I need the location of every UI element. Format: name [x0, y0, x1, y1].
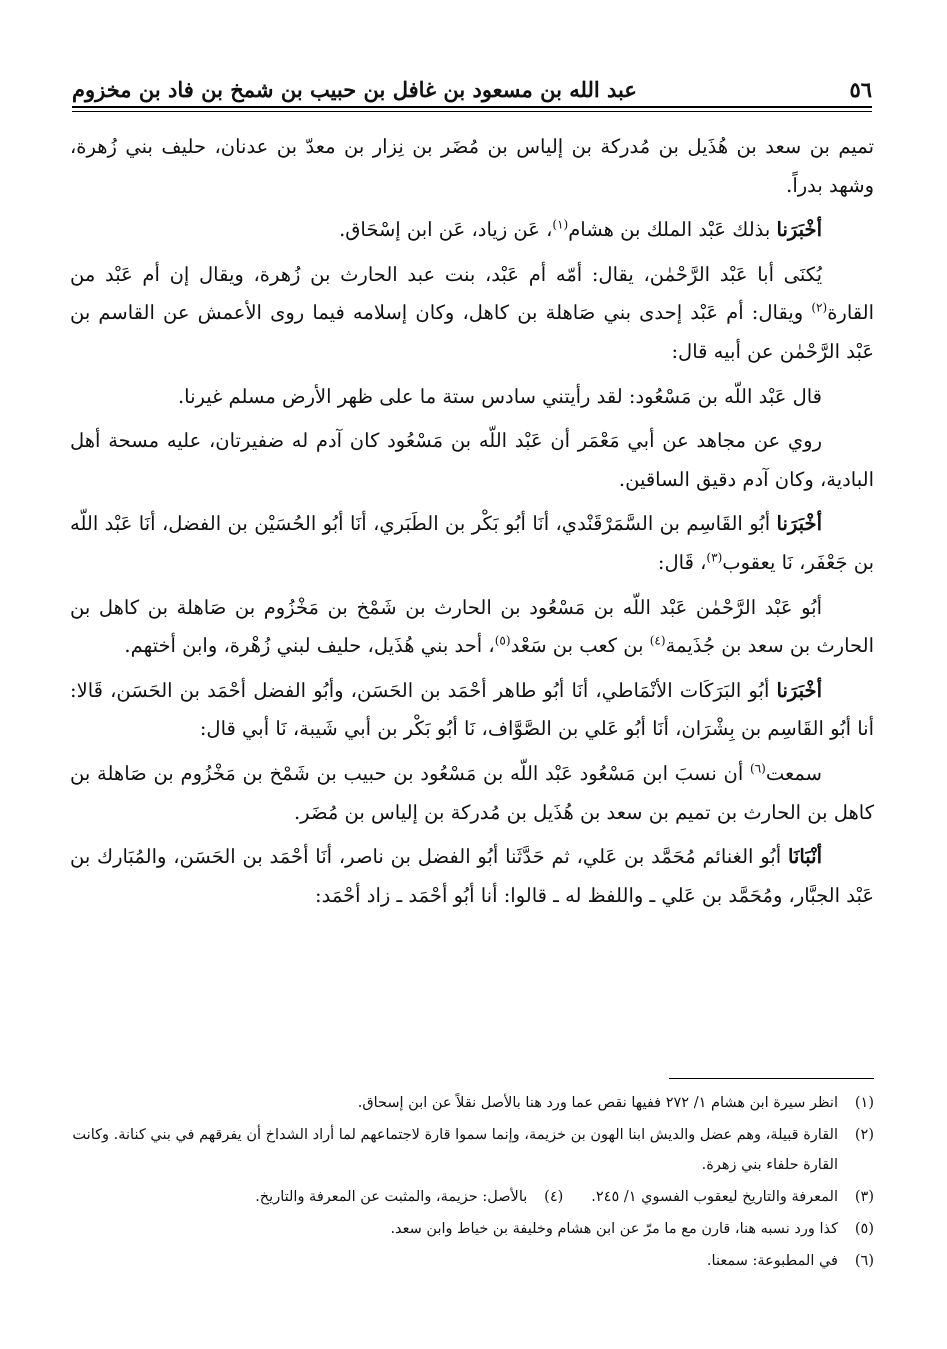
footnote: [70, 1246, 874, 1276]
footnote: [70, 1214, 874, 1244]
footnote-number: (٣): [854, 1189, 874, 1205]
footnote-text: في المطبوعة: سمعنا.: [706, 1253, 838, 1269]
running-title: عبد الله بن مسعود بن غافل بن حبيب بن شمخ بن فاد بن مخزوم: [72, 77, 637, 102]
footnote-text: بالأصل: حزيمة، والمثبت عن المعرفة والتاريخ.: [255, 1189, 528, 1205]
footnote-number: (٤): [544, 1189, 564, 1205]
page-number: ٥٦: [849, 77, 872, 102]
paragraph: أبُو عَبْد الرَّحْمٰن عَبْد اللّه بن مَسْعُود بن الحارث بن شَمْخ بن مَخْزُوم بن صَاهلة بن كاهل بن الحارث بن سعد بن جُذَيمة$^{(٤)}$ بن كعب بن سَعْد$^{(٥)}$، أحد بني هُذَيل، حليف لبني زُهْرة، وابن أختهم.: [70, 595, 874, 658]
footnote-ref: (٢): [811, 300, 828, 315]
paragraph: روي عن مجاهد عن أبي مَعْمَر أن عَبْد اللّه بن مَسْعُود كان آدم له ضفيرتان، عليه مسحة أهل البادية، وكان آدم دقيق الساقين.: [70, 429, 874, 491]
footnote-ref: (٦): [750, 761, 766, 776]
anbana-lead: أنْبَانَا: [787, 845, 822, 869]
paragraph: أخْبَرَنا أبُو القَاسِم بن السَّمَرْقَنْدي، أنَا أبُو بَكْر بن الطَبَري، أنَا أبُو الحُسَيْن بن الفضل، أنَا عَبْد اللّه بن جَعْفَر، نَا يعقوب$^{(٣)}$، قَال:: [70, 512, 874, 574]
footnote-ref: (٥): [494, 633, 511, 648]
footnote-number: (٢): [854, 1127, 874, 1143]
header-rule-thin: [72, 111, 872, 112]
footnote: [255, 1182, 563, 1212]
footnote-text: كذا ورد نسبه هنا، قارن مع ما مرّ عن ابن هشام وخليفة بن خياط وابن سعد.: [390, 1221, 838, 1237]
footnote-ref: (١): [552, 217, 569, 232]
paragraph: يُكنَى أبا عَبْد الرَّحْمٰن، يقال: أمّه أم عَبْد، بنت عبد الحارث بن زُهرة، ويقال إن أم عَبْد من القارة$^{(٢)}$ ويقال: أم عَبْد إحدى بني صَاهلة بن كاهل، وكان إسلامه فيما روى الأعمش عن القاسم بن عَبْد الرَّحْمٰن عن أبيه قال:: [70, 262, 874, 363]
page-header: [72, 62, 872, 102]
paragraph: أنْبَانَا أبُو الغنائم مُحَمَّد بن عَلي، ثم حَدَّثَنا أبُو الفضل بن ناصر، أنَا أحْمَد بن الحَسَن، والمُبَارك بن عَبْد الجبَّار، ومُحَمَّد بن عَلي ـ واللفظ له ـ قالوا: أنا أبُو أحْمَد ـ زاد أحْمَد:: [70, 845, 874, 907]
header-rule: [72, 106, 872, 108]
footnote-ref: (٣): [706, 550, 723, 565]
footnotes: [70, 1078, 874, 1278]
footnote-number: (٥): [854, 1221, 874, 1237]
footnote-ref: (٤): [649, 633, 666, 648]
akhbarana-lead: أخْبَرَنا: [776, 678, 822, 702]
footnote: [591, 1182, 874, 1212]
paragraph: أخْبَرَنا أبُو البَرَكَات الأنْمَاطي، أنَا أبُو طاهر أحْمَد بن الحَسَن، وأبُو الفضل أحْمَد بن الحَسَن، قَالا: أنا أبُو القَاسِم بن بِشْرَان، أنَا أبُو عَلي بن الصَّوَّاف، نَا أبُو بَكْر بن أبي شَيبة، نَا أبي قال:: [70, 678, 874, 741]
footnote: [70, 1120, 874, 1180]
main-text: [70, 128, 874, 921]
footnote-text: انظر سيرة ابن هشام ١/ ٢٧٢ ففيها نقص عما ورد هنا بالأصل نقلاً عن ابن إسحاق.: [357, 1095, 838, 1111]
footnote-number: (١): [854, 1095, 874, 1111]
footnote: [70, 1088, 874, 1118]
paragraph: سمعت$^{(٦)}$ أن نسبَ ابن مَسْعُود عَبْد اللّه بن مَسْعُود بن حبيب بن شَمْخ بن مَخْزُوم بن صَاهلة بن كاهل بن الحارث بن تميم بن سعد بن هُذَيل بن مُدركة بن إلياس بن مُضَر.: [70, 761, 874, 824]
footnote-number: (٦): [854, 1253, 874, 1269]
paragraph: أخْبَرَنا بذلك عَبْد الملك بن هشام$^{(١)}$، عَن زياد، عَن ابن إسْحَاق.: [339, 217, 822, 242]
footnote-pair: [70, 1182, 874, 1214]
paragraph: قال عَبْد اللّه بن مَسْعُود: لقد رأيتني سادس ستة ما على ظهر الأرض مسلم غيرنا.: [177, 384, 822, 408]
akhbarana-lead: أخْبَرَنا: [776, 512, 822, 536]
akhbarana-lead: أخْبَرَنا: [776, 218, 822, 242]
footnote-separator: [669, 1078, 874, 1079]
footnote-text: القارة قبيلة، وهم عضل والديش ابنا الهون بن خزيمة، وإنما سموا قارة لاجتماعهم لما أراد الشداخ أن يفرقهم في بني كنانة. وكانت القارة حلفاء بني زهرة.: [72, 1127, 838, 1173]
paragraph: تميم بن سعد بن هُذَيل بن مُدركة بن إلياس بن مُضَر بن نِزار بن معدّ بن عدنان، حليف بني زُهرة، وشهد بدراً.: [70, 135, 874, 197]
footnote-text: المعرفة والتاريخ ليعقوب الفسوي ١/ ٢٤٥.: [591, 1189, 838, 1205]
